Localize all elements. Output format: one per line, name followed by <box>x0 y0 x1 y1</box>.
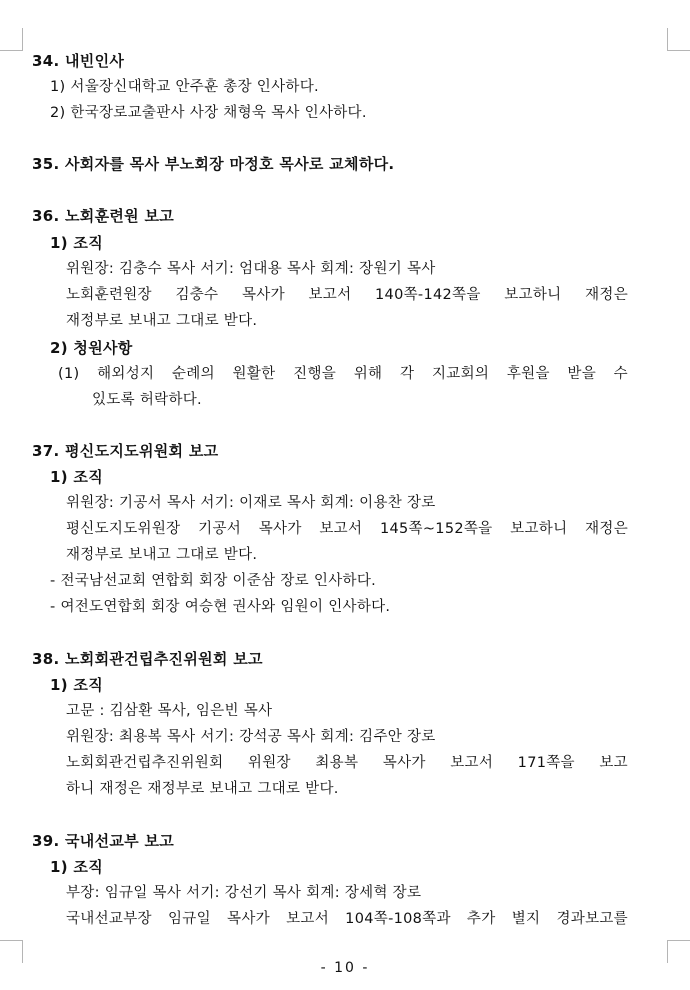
page-number: - 10 - <box>320 960 370 976</box>
section-37-sub1-title: 1) 조직 <box>50 468 103 486</box>
section-38-report-line-2: 하니 재정은 재정부로 보내고 그대로 받다. <box>66 781 339 797</box>
section-36-petition-line-2: 있도록 허락하다. <box>92 392 202 408</box>
section-37-report-line-2: 재정부로 보내고 그대로 받다. <box>66 547 258 563</box>
section-35-heading: 35. 사회자를 목사 부노회장 마정호 목사로 교체하다. <box>32 155 395 173</box>
section-37-report-line-1: 평신도지도위원장 기공서 목사가 보고서 145쪽~152쪽을 보고하니 재정은 <box>66 521 628 537</box>
section-36-sub2-title: 2) 청원사항 <box>50 339 133 357</box>
section-38-advisor: 고문 : 김삼환 목사, 임은빈 목사 <box>66 703 273 719</box>
section-36-petition-line-1: (1) 해외성지 순례의 원활한 진행을 위해 각 지교회의 후원을 받을 수 <box>58 366 628 382</box>
section-39-heading: 39. 국내선교부 보고 <box>32 832 175 850</box>
section-39-officers: 부장: 임규일 목사 서기: 강선기 목사 회계: 장세혁 장로 <box>66 885 422 901</box>
section-38-officers: 위원장: 최용복 목사 서기: 강석공 목사 회계: 김주안 장로 <box>66 729 436 745</box>
section-36-report-line-2: 재정부로 보내고 그대로 받다. <box>66 313 258 329</box>
section-34-item-2: 2) 한국장로교출판사 사장 채형욱 목사 인사하다. <box>50 105 367 121</box>
section-36-officers: 위원장: 김충수 목사 서기: 엄대용 목사 회계: 장원기 목사 <box>66 261 436 277</box>
section-36-sub1-title: 1) 조직 <box>50 234 103 252</box>
section-38-sub1-title: 1) 조직 <box>50 676 103 694</box>
section-37-heading: 37. 평신도지도위원회 보고 <box>32 442 219 460</box>
section-39-report-line-1: 국내선교부장 임규일 목사가 보고서 104쪽-108쪽과 추가 별지 경과보고를 <box>66 911 628 927</box>
section-34-item-1: 1) 서울장신대학교 안주훈 총장 인사하다. <box>50 79 319 95</box>
section-37-officers: 위원장: 기공서 목사 서기: 이재로 목사 회계: 이용찬 장로 <box>66 495 436 511</box>
section-38-heading: 38. 노회회관건립추진위원회 보고 <box>32 650 263 668</box>
section-38-report-line-1: 노회회관건립추진위원회 위원장 최용복 목사가 보고서 171쪽을 보고 <box>66 755 628 771</box>
section-37-note-2: - 여전도연합회 회장 여승현 권사와 임원이 인사하다. <box>50 599 391 615</box>
section-37-note-1: - 전국남선교회 연합회 회장 이준삼 장로 인사하다. <box>50 573 377 589</box>
section-39-sub1-title: 1) 조직 <box>50 858 103 876</box>
section-34-heading: 34. 내빈인사 <box>32 52 125 70</box>
section-36-report-line-1: 노회훈련원장 김충수 목사가 보고서 140쪽-142쪽을 보고하니 재정은 <box>66 287 628 303</box>
section-36-heading: 36. 노회훈련원 보고 <box>32 207 175 225</box>
